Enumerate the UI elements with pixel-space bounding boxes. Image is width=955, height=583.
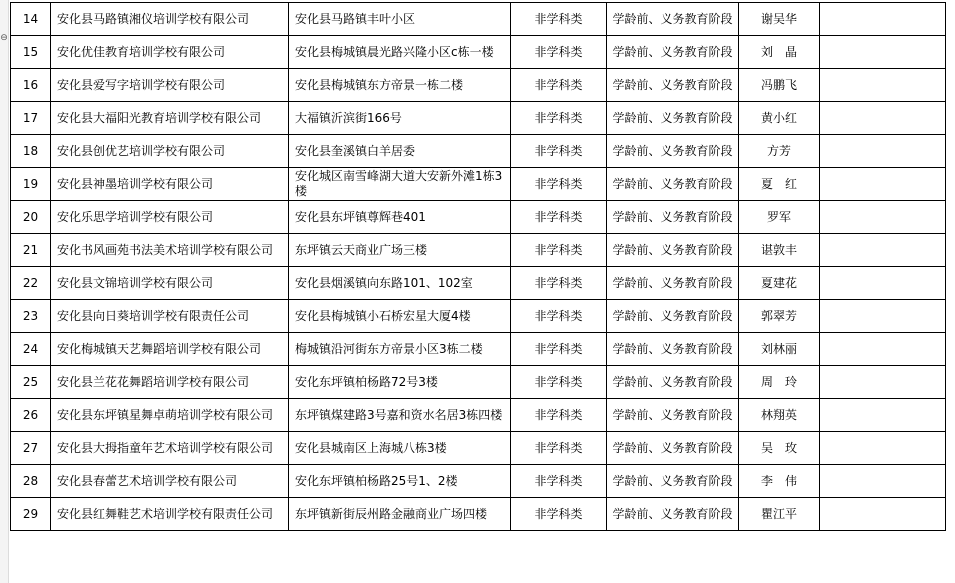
address: 安化县城南区上海城八栋3楼 (289, 432, 511, 465)
empty-cell (820, 102, 946, 135)
education-stage: 学龄前、义务教育阶段 (607, 36, 739, 69)
collapse-handle-icon[interactable]: ⊖ (0, 33, 8, 43)
table-row (11, 3, 946, 36)
education-stage: 学龄前、义务教育阶段 (607, 3, 739, 36)
training-type: 非学科类 (511, 498, 607, 531)
row-number: 25 (11, 366, 51, 399)
empty-cell (820, 465, 946, 498)
empty-cell (820, 234, 946, 267)
legal-person: 李 伟 (739, 465, 820, 498)
table-row (11, 333, 946, 366)
table-row (11, 201, 946, 234)
company-name: 安化优佳教育培训学校有限公司 (51, 36, 289, 69)
row-number: 26 (11, 399, 51, 432)
address: 东坪镇云天商业广场三楼 (289, 234, 511, 267)
table-row (11, 69, 946, 102)
education-stage: 学龄前、义务教育阶段 (607, 234, 739, 267)
row-number: 18 (11, 135, 51, 168)
left-gutter (0, 0, 9, 583)
address: 东坪镇煤建路3号嘉和资水名居3栋四楼 (289, 399, 511, 432)
row-number: 27 (11, 432, 51, 465)
legal-person: 谢吴华 (739, 3, 820, 36)
address: 安化县梅城镇东方帝景一栋二楼 (289, 69, 511, 102)
empty-cell (820, 366, 946, 399)
empty-cell (820, 3, 946, 36)
legal-person: 刘林丽 (739, 333, 820, 366)
company-name: 安化县大拇指童年艺术培训学校有限公司 (51, 432, 289, 465)
training-type: 非学科类 (511, 366, 607, 399)
education-stage: 学龄前、义务教育阶段 (607, 300, 739, 333)
legal-person: 冯鹏飞 (739, 69, 820, 102)
company-name: 安化乐思学培训学校有限公司 (51, 201, 289, 234)
row-number: 15 (11, 36, 51, 69)
company-name: 安化县大福阳光教育培训学校有限公司 (51, 102, 289, 135)
company-name: 安化县爱写字培训学校有限公司 (51, 69, 289, 102)
table-row (11, 36, 946, 69)
empty-cell (820, 432, 946, 465)
address: 安化县马路镇丰叶小区 (289, 3, 511, 36)
company-name: 安化书风画苑书法美术培训学校有限公司 (51, 234, 289, 267)
legal-person: 周 玲 (739, 366, 820, 399)
training-type: 非学科类 (511, 465, 607, 498)
legal-person: 刘 晶 (739, 36, 820, 69)
empty-cell (820, 135, 946, 168)
empty-cell (820, 36, 946, 69)
address: 安化东坪镇柏杨路25号1、2楼 (289, 465, 511, 498)
table-row (11, 465, 946, 498)
education-stage: 学龄前、义务教育阶段 (607, 267, 739, 300)
empty-cell (820, 201, 946, 234)
company-name: 安化县文锦培训学校有限公司 (51, 267, 289, 300)
company-name: 安化县创优艺培训学校有限公司 (51, 135, 289, 168)
company-name: 安化县兰花花舞蹈培训学校有限公司 (51, 366, 289, 399)
training-type: 非学科类 (511, 267, 607, 300)
training-type: 非学科类 (511, 333, 607, 366)
education-stage: 学龄前、义务教育阶段 (607, 498, 739, 531)
company-name: 安化县春蕾艺术培训学校有限公司 (51, 465, 289, 498)
address: 安化县奎溪镇白羊居委 (289, 135, 511, 168)
row-number: 28 (11, 465, 51, 498)
education-stage: 学龄前、义务教育阶段 (607, 102, 739, 135)
empty-cell (820, 498, 946, 531)
empty-cell (820, 267, 946, 300)
company-name: 安化县东坪镇星舞卓萌培训学校有限公司 (51, 399, 289, 432)
row-number: 22 (11, 267, 51, 300)
training-type: 非学科类 (511, 102, 607, 135)
row-number: 20 (11, 201, 51, 234)
row-number: 21 (11, 234, 51, 267)
table-row (11, 432, 946, 465)
training-type: 非学科类 (511, 234, 607, 267)
education-stage: 学龄前、义务教育阶段 (607, 465, 739, 498)
table-row (11, 267, 946, 300)
address: 安化县东坪镇尊辉巷401 (289, 201, 511, 234)
training-type: 非学科类 (511, 3, 607, 36)
education-stage: 学龄前、义务教育阶段 (607, 399, 739, 432)
address: 大福镇沂滨街166号 (289, 102, 511, 135)
legal-person: 瞿江平 (739, 498, 820, 531)
table-row (11, 300, 946, 333)
table-row (11, 498, 946, 531)
education-stage: 学龄前、义务教育阶段 (607, 333, 739, 366)
training-type: 非学科类 (511, 135, 607, 168)
row-number: 14 (11, 3, 51, 36)
training-type: 非学科类 (511, 36, 607, 69)
legal-person: 吴 玫 (739, 432, 820, 465)
row-number: 29 (11, 498, 51, 531)
table-row (11, 399, 946, 432)
training-type: 非学科类 (511, 432, 607, 465)
row-number: 24 (11, 333, 51, 366)
education-stage: 学龄前、义务教育阶段 (607, 69, 739, 102)
school-table (10, 2, 946, 531)
education-stage: 学龄前、义务教育阶段 (607, 168, 739, 201)
address: 安化县梅城镇晨光路兴隆小区c栋一楼 (289, 36, 511, 69)
empty-cell (820, 399, 946, 432)
legal-person: 夏建花 (739, 267, 820, 300)
address: 安化东坪镇柏杨路72号3楼 (289, 366, 511, 399)
company-name: 安化县马路镇湘仪培训学校有限公司 (51, 3, 289, 36)
address: 安化县烟溪镇向东路101、102室 (289, 267, 511, 300)
table-row (11, 168, 946, 201)
legal-person: 罗军 (739, 201, 820, 234)
company-name: 安化县红舞鞋艺术培训学校有限责任公司 (51, 498, 289, 531)
row-number: 23 (11, 300, 51, 333)
empty-cell (820, 300, 946, 333)
row-number: 17 (11, 102, 51, 135)
table-row (11, 234, 946, 267)
company-name: 安化县神墨培训学校有限公司 (51, 168, 289, 201)
address: 东坪镇新街辰州路金融商业广场四楼 (289, 498, 511, 531)
education-stage: 学龄前、义务教育阶段 (607, 432, 739, 465)
education-stage: 学龄前、义务教育阶段 (607, 366, 739, 399)
empty-cell (820, 333, 946, 366)
legal-person: 夏 红 (739, 168, 820, 201)
education-stage: 学龄前、义务教育阶段 (607, 201, 739, 234)
training-type: 非学科类 (511, 69, 607, 102)
address: 梅城镇沿河街东方帝景小区3栋二楼 (289, 333, 511, 366)
training-type: 非学科类 (511, 201, 607, 234)
table-row (11, 366, 946, 399)
legal-person: 黄小红 (739, 102, 820, 135)
training-type: 非学科类 (511, 300, 607, 333)
legal-person: 林翔英 (739, 399, 820, 432)
table-row (11, 135, 946, 168)
education-stage: 学龄前、义务教育阶段 (607, 135, 739, 168)
empty-cell (820, 69, 946, 102)
training-type: 非学科类 (511, 399, 607, 432)
legal-person: 方芳 (739, 135, 820, 168)
address: 安化城区南雪峰湖大道大安新外滩1栋3楼 (289, 168, 511, 201)
legal-person: 谌敦丰 (739, 234, 820, 267)
company-name: 安化县向日葵培训学校有限责任公司 (51, 300, 289, 333)
row-number: 16 (11, 69, 51, 102)
table-row (11, 102, 946, 135)
training-type: 非学科类 (511, 168, 607, 201)
legal-person: 郭翠芳 (739, 300, 820, 333)
address: 安化县梅城镇小石桥宏星大厦4楼 (289, 300, 511, 333)
empty-cell (820, 168, 946, 201)
company-name: 安化梅城镇天艺舞蹈培训学校有限公司 (51, 333, 289, 366)
row-number: 19 (11, 168, 51, 201)
